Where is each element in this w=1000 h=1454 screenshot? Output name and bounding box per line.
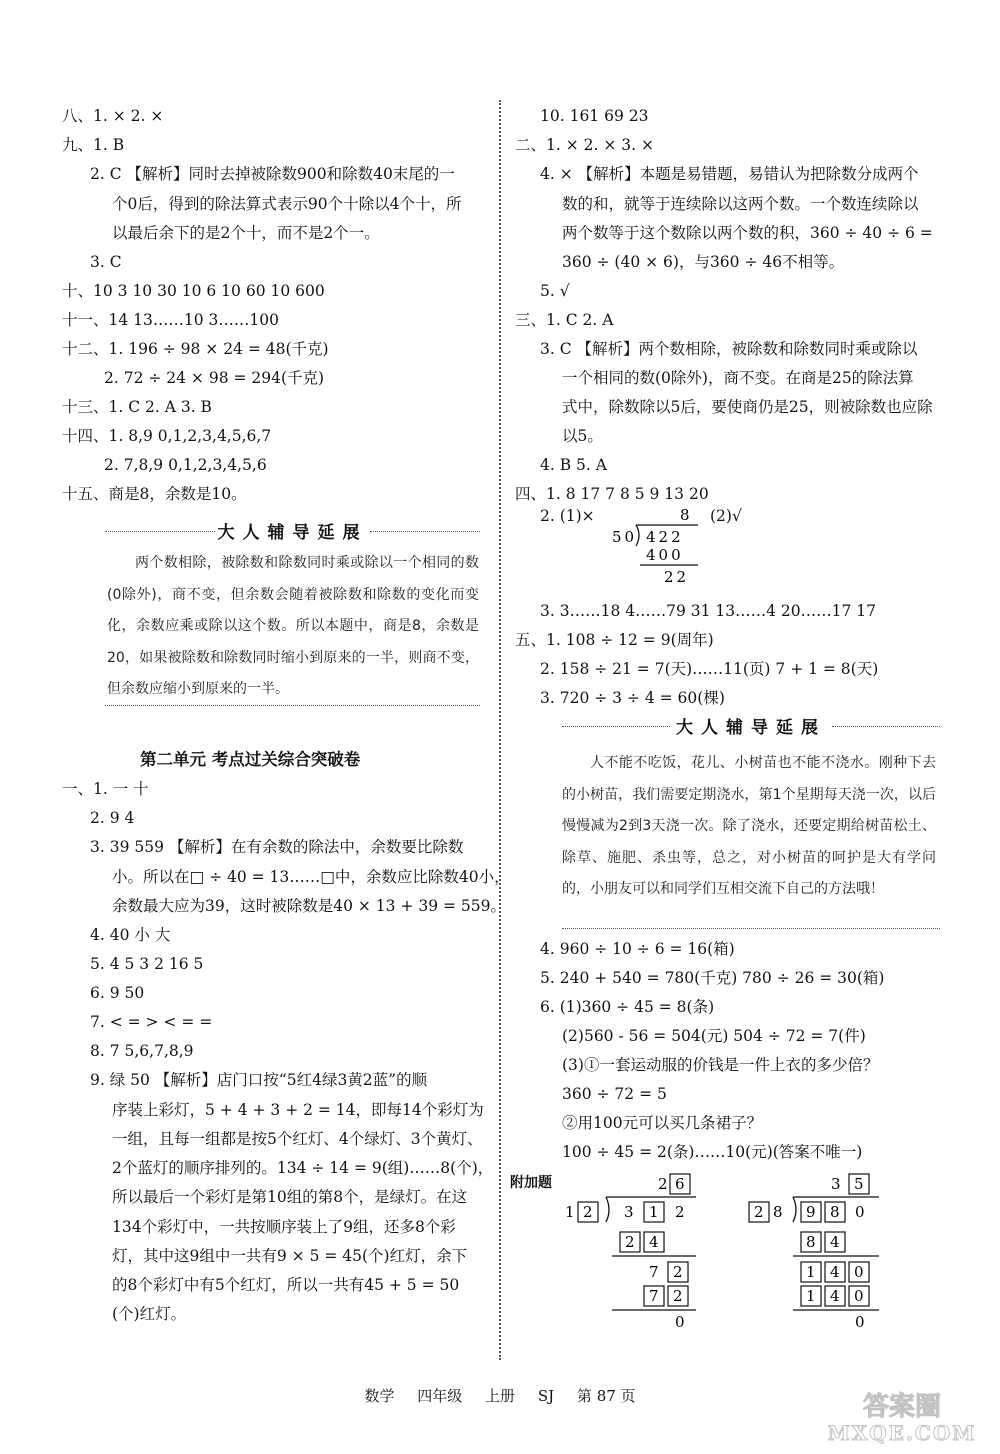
b2-p4: 4 xyxy=(830,1287,840,1305)
b2-p1: 8 xyxy=(806,1233,816,1251)
div-divisor: 50 xyxy=(612,528,638,546)
answer-line: 100 ÷ 45 = 2(条)……10(元)(答案不唯一) xyxy=(562,1143,863,1161)
answer-line: 个0后，得到的除法算式表示90个十除以4个十，所 xyxy=(112,195,462,213)
answer-line: 5. 4 5 3 2 16 5 xyxy=(90,955,204,973)
b1-r2: 2 xyxy=(673,1263,683,1281)
b1-final: 0 xyxy=(675,1313,685,1330)
b1-q-box: 6 xyxy=(675,1175,685,1193)
div-dividend: 422 xyxy=(646,528,684,546)
answer-line: 3. C xyxy=(90,253,122,271)
answer-line: 余数最大应为39，这时被除数是40 × 13 + 39 = 559。 xyxy=(112,897,507,915)
answer-line: 两个数等于这个数除以两个数的积，360 ÷ 40 ÷ 6 = xyxy=(562,224,933,242)
answer-line: 式中，除数除以5后，要使商仍是25，则被除数也应除 xyxy=(562,398,933,416)
answer-line: 数的和，就等于连续除以这两个数。一个数连续除以 xyxy=(562,195,919,213)
answer-line: 十五、商是8，余数是10。 xyxy=(62,485,247,503)
b2-p5: 0 xyxy=(854,1287,864,1305)
answer-line: 6. 9 50 xyxy=(90,984,145,1002)
answer-line: 八、1. × 2. × xyxy=(62,107,164,125)
answer-line: 灯，其中这9组中一共有9 × 5 = 45(个)红灯，余下 xyxy=(112,1247,468,1265)
answer-line: 2. 7,8,9 0,1,2,3,4,5,6 xyxy=(104,456,267,474)
answer-line: 134个彩灯中，一共按顺序装上了9组，还多8个彩 xyxy=(112,1218,456,1236)
answer-line: 3. 3……18 4……79 31 13……4 20……17 17 xyxy=(540,602,876,620)
answer-line: 9. 绿 50 【解析】店门口按“5红4绿3黄2蓝”的顺 xyxy=(90,1071,428,1089)
b1-p1: 2 xyxy=(625,1233,635,1251)
answer-line: 以5。 xyxy=(562,427,603,445)
answer-line: 10. 161 69 23 xyxy=(540,107,649,125)
column-divider xyxy=(499,100,501,1360)
answer-line: 十四、1. 8,9 0,1,2,3,4,5,6,7 xyxy=(62,427,272,445)
watermark-text-cn: 答案圈 xyxy=(862,1392,942,1422)
b1-d-box: 2 xyxy=(583,1203,593,1221)
answer-line: 6. (1)360 ÷ 45 = 8(条) xyxy=(540,998,715,1016)
b2-n3: 0 xyxy=(855,1203,865,1221)
answer-line: 十、10 3 10 30 10 6 10 60 10 600 xyxy=(62,282,325,300)
b2-r1: 1 xyxy=(806,1263,816,1281)
answer-line: (3)①一套运动服的价钱是一件上衣的多少倍？ xyxy=(562,1056,879,1074)
guide-bottom-rule-right xyxy=(562,928,940,929)
answer-line: 所以最后一个彩灯是第10组的第8个，是绿灯。在这 xyxy=(112,1188,468,1206)
answer-line: 一组，且每一组都是按5个红灯、4个绿灯、3个黄灯、 xyxy=(112,1130,483,1148)
answer-line: (2)560 - 56 = 504(元) 504 ÷ 72 = 7(件) xyxy=(562,1027,866,1045)
b2-d1-box: 2 xyxy=(754,1203,764,1221)
answer-line: 4. 40 小 大 xyxy=(90,926,171,944)
answer-line: 3. 720 ÷ 3 ÷ 4 = 60(棵) xyxy=(540,689,725,707)
answer-line: 二、1. × 2. × 3. × xyxy=(515,136,654,154)
b2-d2: 8 xyxy=(773,1203,783,1221)
answer-line: 4. B 5. A xyxy=(540,456,607,474)
guide-title-left: 大人辅导延展 xyxy=(217,523,368,543)
guide-text-right: 人不能不吃饭，花儿、小树苗也不能不浇水。刚种下去的小树苗，我们需要定期浇水，第1个星期每天浇一次，以后慢慢减为2到3天浇一次。除了浇水，还要定期给树苗松土、除草、施肥、杀虫等，总之，对小树苗的呵护是大有学问的，小朋友可以和同学们互相交流下自己的方法哦！ xyxy=(562,755,936,897)
answer-line: 2. 72 ÷ 24 × 98 = 294(千克) xyxy=(104,369,325,387)
answer-line: 三、1. C 2. A xyxy=(515,311,614,329)
footer-page-number: 第 87 页 xyxy=(576,1387,636,1405)
b1-n3: 2 xyxy=(675,1203,685,1221)
b2-p2: 4 xyxy=(830,1233,840,1251)
answer-line: 3. 39 559 【解析】在有余数的除法中，余数要比除数 xyxy=(90,838,464,856)
answer-line: 2. 9 4 xyxy=(90,809,135,827)
answer-line: 一、1. 一 十 xyxy=(62,780,149,798)
answer-line: 的8个彩灯中有5个红灯，所以一共有45 + 5 = 50 xyxy=(112,1276,460,1294)
answer-line: 序装上彩灯，5 + 4 + 3 + 2 = 14，即每14个彩灯为 xyxy=(112,1101,484,1119)
div-quotient: 8 xyxy=(680,506,690,524)
guide-title-right: 大人辅导延展 xyxy=(676,718,826,738)
footer-subject: 数学 xyxy=(364,1387,395,1405)
answer-line: 小。所以在□ ÷ 40 = 13……□中，余数应比除数40小， xyxy=(112,868,510,886)
answer-line: 2. C 【解析】同时去掉被除数900和除数40末尾的一 xyxy=(90,165,455,183)
answer-line: 五、1. 108 ÷ 12 = 9(周年) xyxy=(515,631,714,649)
answer-line: 5. 240 + 540 = 780(千克) 780 ÷ 26 = 30(箱) xyxy=(540,969,885,987)
footer-grade: 四年级 xyxy=(417,1387,463,1405)
answer-line: ②用100元可以买几条裙子？ xyxy=(562,1114,763,1132)
bonus-division-2 xyxy=(745,1170,895,1330)
watermark-logo xyxy=(822,1385,982,1445)
answer-line: 十一、14 13……10 3……100 xyxy=(62,311,279,329)
div-remainder: 22 xyxy=(664,568,690,586)
watermark-text-url: MXQE.COM xyxy=(827,1421,977,1445)
b1-n1: 3 xyxy=(624,1203,634,1221)
answer-line: 十三、1. C 2. A 3. B xyxy=(62,398,212,416)
q4-2-part2: (2)√ xyxy=(710,507,742,525)
div-product: 400 xyxy=(646,546,684,564)
b2-p3: 1 xyxy=(806,1287,816,1305)
guide-section-left xyxy=(105,518,480,548)
answer-line: 5. √ xyxy=(540,282,570,300)
footer-edition: SJ xyxy=(537,1387,555,1405)
long-division-422-by-50 xyxy=(600,500,710,590)
answer-line: 3. C 【解析】两个数相除，被除数和除数同时乘或除以 xyxy=(540,340,918,358)
answer-line: 2个蓝灯的顺序排列的。134 ÷ 14 = 9(组)……8(个)， xyxy=(112,1159,494,1177)
answer-line: 四、1. 8 17 7 8 5 9 13 20 xyxy=(515,485,709,503)
bonus-label: 附加题 xyxy=(510,1175,552,1191)
answer-line: 十二、1. 196 ÷ 98 × 24 = 48(千克) xyxy=(62,340,329,358)
b1-r1: 7 xyxy=(649,1263,659,1281)
b2-r2: 4 xyxy=(830,1263,840,1281)
b1-n2-box: 1 xyxy=(649,1203,659,1221)
b2-final: 0 xyxy=(855,1313,865,1330)
guide-section-right xyxy=(562,713,940,743)
footer-term: 上册 xyxy=(485,1387,516,1405)
b1-p2: 4 xyxy=(649,1233,659,1251)
answer-line: 九、1. B xyxy=(62,136,125,154)
b2-q-box: 5 xyxy=(854,1175,864,1193)
b2-n2-box: 8 xyxy=(830,1203,840,1221)
guide-bottom-rule-left xyxy=(105,705,480,706)
b1-q-fixed: 2 xyxy=(658,1175,668,1193)
q4-2-part1: 2. (1)× xyxy=(540,507,595,525)
answer-line: 7. < = > < = = xyxy=(90,1013,213,1031)
answer-line: 360 ÷ (40 × 6)，与360 ÷ 46不相等。 xyxy=(562,253,845,271)
b1-d-fixed: 1 xyxy=(565,1203,575,1221)
b1-p3: 7 xyxy=(649,1287,659,1305)
answer-line: 4. 960 ÷ 10 ÷ 6 = 16(箱) xyxy=(540,940,735,958)
answer-line: 360 ÷ 72 = 5 xyxy=(562,1085,667,1103)
b2-n1-box: 9 xyxy=(806,1203,816,1221)
unit-title: 第二单元 考点过关综合突破卷 xyxy=(140,750,361,769)
answer-line: 一个相同的数(0除外)，商不变。在商是25的除法算 xyxy=(562,369,914,387)
answer-line: 8. 7 5,6,7,8,9 xyxy=(90,1042,194,1060)
b1-p4: 2 xyxy=(673,1287,683,1305)
bonus-division-1 xyxy=(560,1170,710,1330)
b2-q-fixed: 3 xyxy=(831,1175,841,1193)
answer-line: 以最后余下的是2个十，而不是2个一。 xyxy=(112,224,380,242)
answer-line: (个)红灯。 xyxy=(112,1305,187,1323)
answer-line: 4. × 【解析】本题是易错题，易错认为把除数分成两个 xyxy=(540,165,919,183)
guide-text-left: 两个数相除，被除数和除数同时乘或除以一个相同的数(0除外)，商不变，但余数会随着被除数和除数的变化而变化，余数应乘或除以这个数。所以本题中，商是8，余数是20，如果被除数和除数同时缩小到原来的一半，则商不变，但余数应缩小到原来的一半。 xyxy=(107,555,479,697)
answer-line: 2. 158 ÷ 21 = 7(天)……11(页) 7 + 1 = 8(天) xyxy=(540,660,879,678)
b2-r3: 0 xyxy=(854,1263,864,1281)
